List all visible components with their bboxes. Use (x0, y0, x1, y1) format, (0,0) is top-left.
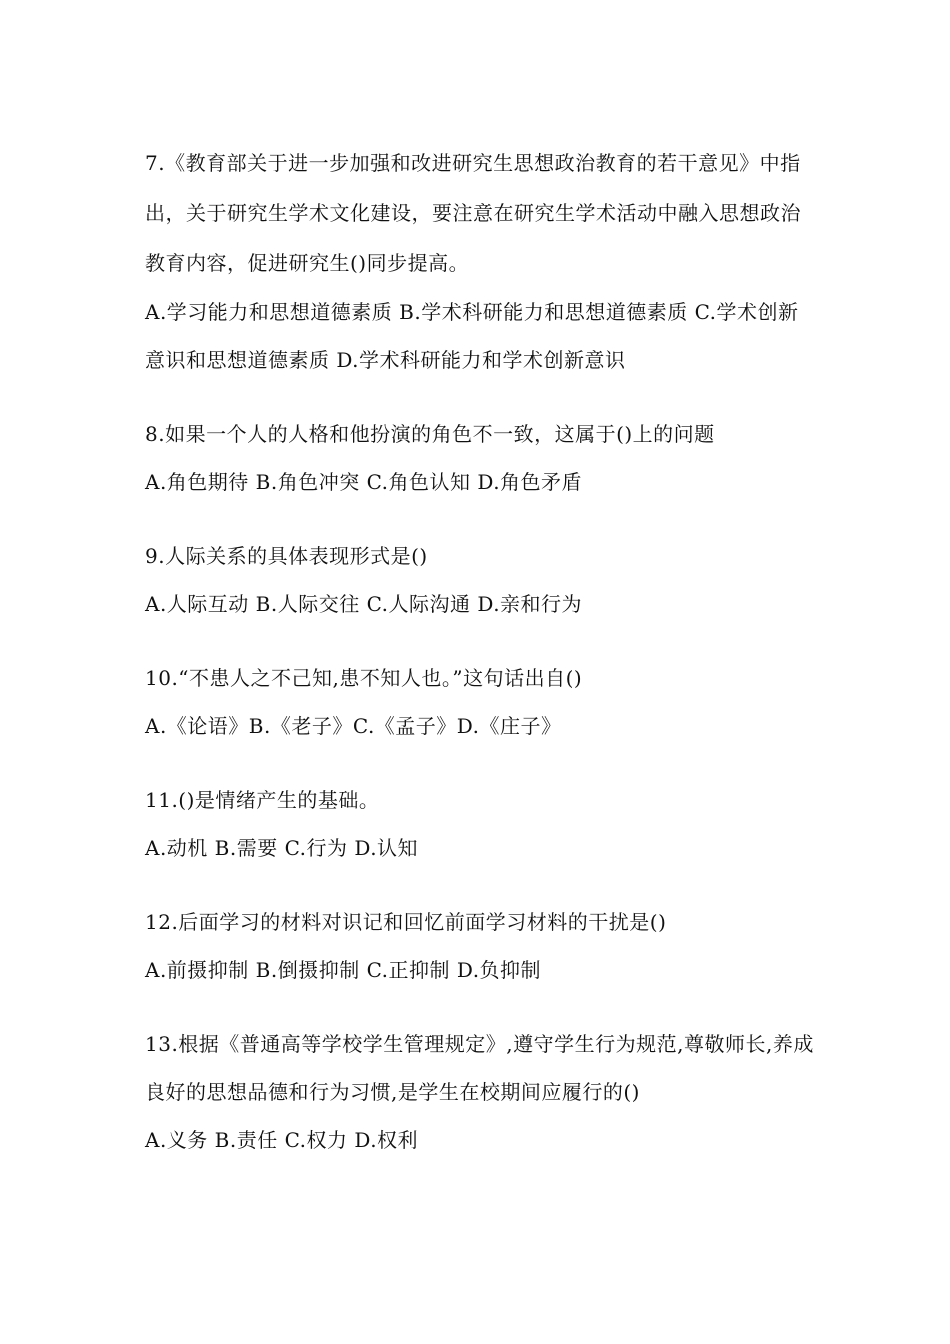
question-8 (145, 410, 817, 506)
question-7 (145, 138, 817, 384)
question-options: A.人际互动 B.人际交往 C.人际沟通 D.亲和行为 (145, 592, 583, 616)
question-stem: 11.()是情绪产生的基础。 (145, 788, 380, 812)
question-options: A.前摄抑制 B.倒摄抑制 C.正抑制 D.负抑制 (145, 958, 542, 982)
question-options: A.义务 B.责任 C.权力 D.权利 (145, 1128, 419, 1152)
question-11 (145, 776, 817, 872)
question-options: A.学习能力和思想道德素质 B.学术科研能力和思想道德素质 C.学术创新意识和思想道德素质 D.学术科研能力和学术创新意识 (145, 300, 799, 372)
question-options: A.角色期待 B.角色冲突 C.角色认知 D.角色矛盾 (145, 470, 583, 494)
question-9 (145, 532, 817, 628)
question-options: A.动机 B.需要 C.行为 D.认知 (145, 836, 419, 860)
question-stem: 10.“不患人之不己知,患不知人也。”这句话出自() (145, 666, 583, 690)
question-stem: 13.根据《普通高等学校学生管理规定》,遵守学生行为规范,尊敬师长,养成良好的思想品德和行为习惯,是学生在校期间应履行的() (145, 1032, 814, 1104)
question-10 (145, 654, 817, 750)
question-stem: 8.如果一个人的人格和他扮演的角色不一致，这属于()上的问题 (145, 422, 715, 446)
question-stem: 12.后面学习的材料对识记和回忆前面学习材料的干扰是() (145, 910, 667, 934)
question-options: A.《论语》B.《老子》C.《孟子》D.《庄子》 (145, 714, 562, 738)
question-stem: 9.人际关系的具体表现形式是() (145, 544, 428, 568)
document-page (145, 138, 817, 1164)
question-stem: 7.《教育部关于进一步加强和改进研究生思想政治教育的若干意见》中指出，关于研究生学术文化建设，要注意在研究生学术活动中融入思想政治教育内容，促进研究生()同步提高。 (145, 151, 801, 275)
question-12 (145, 898, 817, 994)
question-13 (145, 1020, 817, 1164)
